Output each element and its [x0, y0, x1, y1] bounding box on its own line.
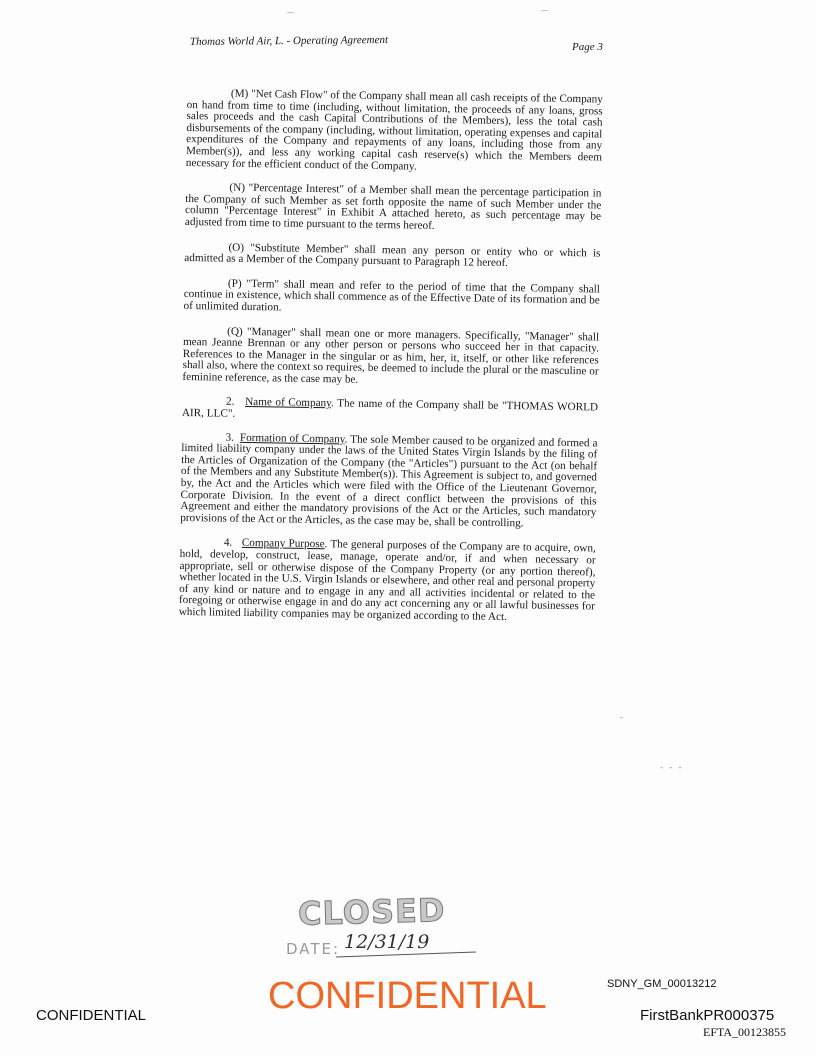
section-3-title: Formation of Company	[239, 431, 345, 446]
section-4-title: Company Purpose	[241, 537, 325, 551]
bates-number-firstbank: FirstBankPR000375	[640, 1007, 775, 1024]
section-2-number: 2.	[225, 396, 235, 409]
paragraph-m: (M) "Net Cash Flow" of the Company shall mean all cash receipts of the Company on hand from time to time (including, without limitation, the proceeds of any loans, gross sales proceeds and the cash Capital Contributions of the Members), less the total cash disbursements of the company (including, without limitation, operating expenses and capital expenditures of the Company and repayments of any loans, including those from any Member(s)), and less any working capital cash reserve(s) which the Members deem necessary for the efficient conduct of the Company.	[185, 87, 603, 173]
bates-number-sdny: SDNY_GM_00013212	[607, 978, 717, 990]
section-3-number: 3.	[225, 431, 235, 444]
scan-speck: ⌒	[286, 12, 296, 22]
paragraph-q: (Q) "Manager" shall mean one or more managers. Specifically, "Manager" shall mean Jeanne Brennan or any other person or persons who succeed her in that capacity. References to the Manager in the singular or as him, her, it, itself, or other like references shall also, where the context so requires, be deemed to include the plural or the masculine or feminine reference, as the case may be.	[182, 325, 600, 386]
section-4-text: . The general purposes of the Company are to acquire, own, hold, develop, construct, lease, manage, operate and/or, if and when necessary or appropriate, sell or otherwise dispose of the Company Property (or any portion thereof), whether located in the U.S. Virgin Islands or elsewhere, and other real and personal property of any kind or nature and to engage in any and all activities incidental or related to the foregoing or otherwise engage in and do any act concerning any or all lawful businesses for which limited liability companies may be organized according to the Act.	[178, 538, 596, 624]
paragraph-p: (P) "Term" shall mean and refer to the period of time that the Company shall continue in existence, which shall commence as of the Effective Date of its formation and be of unlimited duration.	[183, 277, 600, 314]
section-4-number: 4.	[223, 537, 233, 550]
scan-speck: - - -	[660, 762, 684, 772]
closed-stamp-date-value: 12/31/19	[344, 931, 430, 953]
section-2-text: . The name of the Company shall be "THOMAS WORLD AIR, LLC".	[181, 397, 599, 420]
page-number: Page 3	[572, 41, 603, 53]
confidential-watermark: CONFIDENTIAL	[268, 975, 547, 1017]
section-4	[179, 537, 596, 625]
scan-speck: -	[620, 712, 623, 722]
efta-number: EFTA_00123855	[703, 1025, 787, 1039]
closed-stamp-word: CLOSED	[297, 891, 446, 933]
section-2	[182, 396, 598, 426]
confidential-label: CONFIDENTIAL	[36, 1007, 147, 1024]
page-header-title: Thomas World Air, L. - Operating Agreement	[189, 33, 389, 49]
closed-stamp-date-label: DATE:	[286, 940, 341, 958]
section-2-title: Name of Company	[245, 396, 332, 410]
section-3-text: . The sole Member caused to be organized and formed a limited liability company under the laws of the United States Virgin Islands by the filing of the Articles of Organization of the Company (the "Articles") pursuant to the Act (on behalf of the Members and any Substitute Member(s)). This Agreement is subject to, and governed by, the Act and the Articles which were filed with the Office of the Lieutenant Governor, Corporate Division. In the event of a direct conflict between the provisions of this Agreement and either the mandatory provisions of the Act or the Articles, such mandatory provisions of the Act or the Articles, as the case may be, shall be controlling.	[180, 433, 598, 530]
paragraph-o: (O) "Substitute Member" shall mean any person or entity who or which is admitted as a Member of the Company pursuant to Paragraph 12 hereof.	[184, 241, 601, 270]
section-3	[180, 432, 597, 531]
document-body	[178, 88, 602, 638]
paragraph-n: (N) "Percentage Interest" of a Member shall mean the percentage participation in the Company of such Member as set forth opposite the name of such Member under the column "Percentage Interest" in Exhibit A attached hereto, as such percentage may be adjusted from time to time pursuant to the terms hereof.	[184, 181, 602, 232]
scan-speck: ⌒	[540, 10, 550, 20]
closed-stamp	[286, 891, 486, 963]
